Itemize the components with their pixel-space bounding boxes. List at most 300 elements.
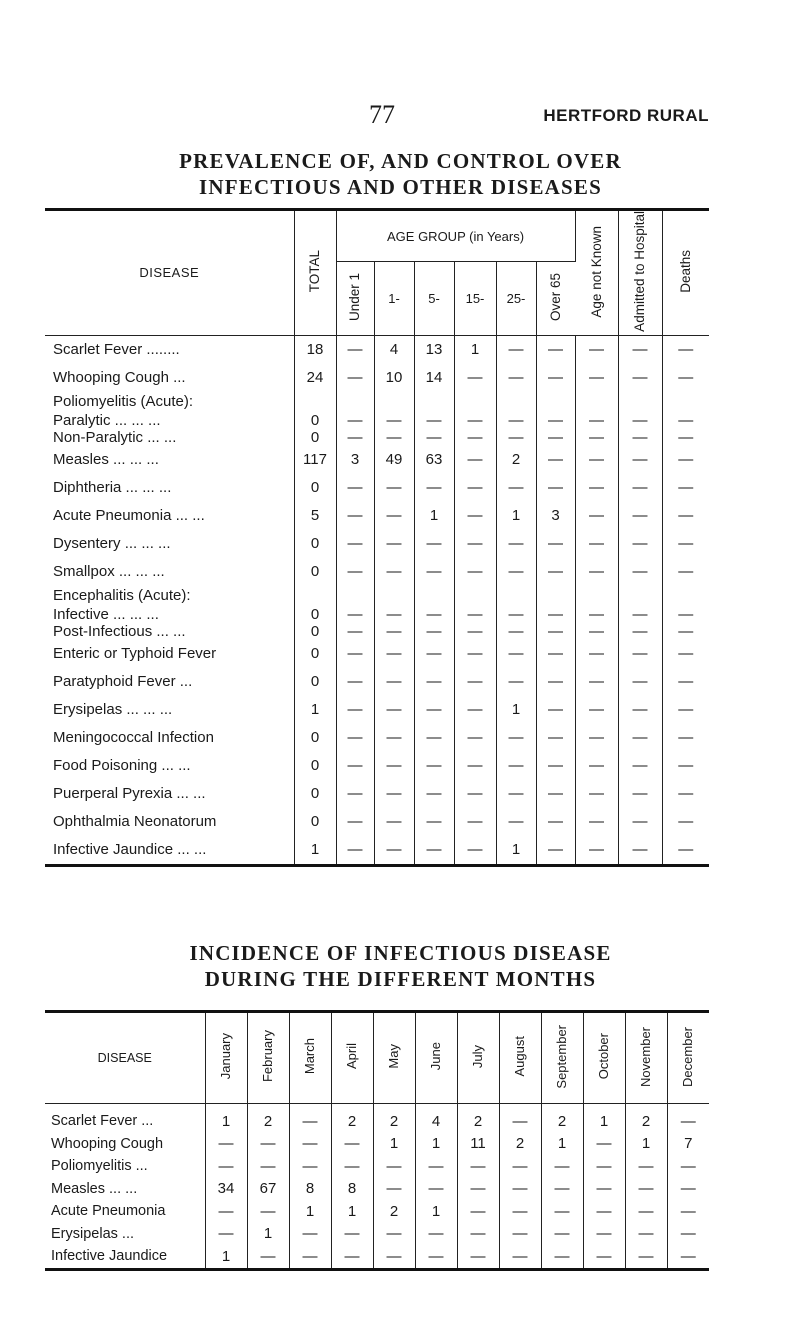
month-value-cell: — — [457, 1245, 499, 1269]
value-cell: — — [336, 623, 374, 640]
month-value-cell: 2 — [247, 1104, 289, 1133]
value-cell: — — [678, 813, 694, 831]
value-cell: — — [496, 623, 536, 640]
value-cell: — — [536, 606, 575, 623]
value-cell: — — [454, 474, 496, 502]
value-cell: — — [618, 752, 662, 780]
empty-cell — [618, 586, 662, 606]
disease-name: Acute Pneumonia — [45, 1200, 205, 1223]
col-admitted-to-hospital: Admitted to Hospital — [618, 210, 662, 336]
empty-cell — [536, 586, 575, 606]
table-row — [45, 364, 709, 392]
value-cell: — — [536, 412, 575, 429]
disease-name: Food Poisoning ... ... — [45, 752, 294, 780]
col-month-september: September — [541, 1012, 583, 1104]
empty-cell — [575, 586, 618, 606]
disease-name: Whooping Cough ... — [45, 364, 294, 392]
value-cell: — — [454, 696, 496, 724]
value-cell: — — [414, 558, 454, 586]
empty-cell — [496, 586, 536, 606]
month-value-cell: — — [331, 1133, 373, 1156]
col-disease: DISEASE — [45, 1012, 205, 1104]
month-value-cell: 2 — [373, 1200, 415, 1223]
month-value-cell: — — [289, 1245, 331, 1269]
table2-title — [0, 940, 801, 992]
month-value-cell: — — [415, 1178, 457, 1201]
value-cell: — — [678, 535, 694, 553]
col-month-june: June — [415, 1012, 457, 1104]
value-cell: — — [536, 364, 575, 392]
table2-title-line2: DURING THE DIFFERENT MONTHS — [204, 967, 597, 991]
value-cell: 1 — [454, 335, 496, 364]
month-value-cell: — — [680, 1112, 696, 1130]
month-value-cell: 11 — [457, 1133, 499, 1156]
disease-name: Non-Paralytic ... ... — [45, 429, 294, 446]
value-cell: — — [496, 780, 536, 808]
value-cell: — — [575, 558, 618, 586]
month-value-cell: — — [373, 1178, 415, 1201]
month-value-cell: — — [373, 1223, 415, 1246]
empty-cell — [618, 392, 662, 412]
table-row — [45, 412, 709, 429]
month-value-cell: 1 — [205, 1245, 247, 1269]
value-cell: — — [618, 412, 662, 429]
value-cell: — — [414, 623, 454, 640]
table-row — [45, 558, 709, 586]
value-cell: — — [336, 836, 374, 866]
total-cell: 0 — [294, 724, 336, 752]
disease-name: Erysipelas ... — [45, 1223, 205, 1246]
disease-name: Whooping Cough — [45, 1133, 205, 1156]
value-cell: — — [336, 530, 374, 558]
value-cell: — — [414, 606, 454, 623]
disease-name: Measles ... ... — [45, 1178, 205, 1201]
month-value-cell: — — [205, 1200, 247, 1223]
value-cell: — — [336, 412, 374, 429]
month-value-cell: 1 — [373, 1133, 415, 1156]
empty-cell — [374, 392, 414, 412]
monthly-incidence-table — [45, 1010, 709, 1271]
disease-name: Smallpox ... ... ... — [45, 558, 294, 586]
month-value-cell: 1 — [247, 1223, 289, 1246]
value-cell: — — [678, 479, 694, 497]
table-row — [45, 446, 709, 474]
value-cell: — — [496, 412, 536, 429]
value-cell: — — [496, 530, 536, 558]
value-cell: — — [336, 808, 374, 836]
month-value-cell: — — [457, 1155, 499, 1178]
value-cell: — — [414, 724, 454, 752]
page-header — [0, 100, 801, 132]
table-row — [45, 502, 709, 530]
month-value-cell: 2 — [457, 1104, 499, 1133]
value-cell: — — [336, 558, 374, 586]
value-cell: — — [575, 429, 618, 446]
group-header-row — [45, 392, 709, 412]
value-cell: — — [336, 668, 374, 696]
col-disease: DISEASE — [45, 210, 294, 336]
value-cell: — — [536, 446, 575, 474]
month-value-cell: 8 — [289, 1178, 331, 1201]
col-month-february: February — [247, 1012, 289, 1104]
value-cell: 49 — [374, 446, 414, 474]
month-value-cell: — — [457, 1200, 499, 1223]
value-cell: — — [336, 429, 374, 446]
value-cell: — — [496, 429, 536, 446]
value-cell: — — [536, 530, 575, 558]
disease-name: Scarlet Fever ... — [45, 1104, 205, 1133]
value-cell: — — [336, 474, 374, 502]
disease-name: Post-Infectious ... ... — [45, 623, 294, 640]
disease-name: Poliomyelitis ... — [45, 1155, 205, 1178]
value-cell: — — [575, 364, 618, 392]
month-value-cell: — — [373, 1245, 415, 1269]
month-value-cell: — — [625, 1223, 667, 1246]
month-value-cell: — — [541, 1245, 583, 1269]
disease-name: Acute Pneumonia ... ... — [45, 502, 294, 530]
value-cell: — — [496, 474, 536, 502]
table1-title-line1: PREVALENCE OF, AND CONTROL OVER — [179, 149, 622, 173]
month-value-cell: 2 — [625, 1104, 667, 1133]
month-value-cell: — — [680, 1247, 696, 1265]
col-month-october: October — [583, 1012, 625, 1104]
value-cell: — — [618, 780, 662, 808]
value-cell: — — [496, 606, 536, 623]
month-value-cell: — — [625, 1155, 667, 1178]
total-cell: 5 — [294, 502, 336, 530]
month-value-cell: — — [541, 1178, 583, 1201]
value-cell: — — [374, 429, 414, 446]
value-cell: — — [414, 640, 454, 668]
value-cell: — — [575, 335, 618, 364]
value-cell: — — [678, 369, 694, 387]
empty-cell — [294, 392, 336, 412]
value-cell: — — [336, 606, 374, 623]
month-value-cell: — — [680, 1225, 696, 1243]
month-value-cell: 67 — [247, 1178, 289, 1201]
value-cell: — — [618, 530, 662, 558]
value-cell: — — [454, 640, 496, 668]
table-row — [45, 1178, 709, 1201]
month-value-cell: — — [205, 1133, 247, 1156]
table-row — [45, 623, 709, 640]
month-value-cell: — — [205, 1223, 247, 1246]
table-row — [45, 780, 709, 808]
month-value-cell: — — [289, 1155, 331, 1178]
group-header-row — [45, 586, 709, 606]
value-cell: — — [618, 335, 662, 364]
value-cell: — — [678, 563, 694, 581]
month-value-cell: — — [680, 1157, 696, 1175]
month-value-cell: — — [499, 1104, 541, 1133]
value-cell: — — [374, 696, 414, 724]
value-cell: — — [414, 808, 454, 836]
col-month-january: January — [205, 1012, 247, 1104]
disease-name: Scarlet Fever ........ — [45, 335, 294, 364]
value-cell: 4 — [374, 335, 414, 364]
value-cell: — — [575, 474, 618, 502]
disease-name: Erysipelas ... ... ... — [45, 696, 294, 724]
value-cell: — — [496, 724, 536, 752]
value-cell: — — [374, 530, 414, 558]
col-month-december: December — [667, 1012, 709, 1104]
value-cell: — — [374, 412, 414, 429]
empty-cell — [454, 392, 496, 412]
table-row — [45, 1245, 709, 1269]
col-age-under-1: Under 1 — [336, 262, 374, 336]
month-value-cell: — — [499, 1200, 541, 1223]
month-value-cell: 1 — [415, 1200, 457, 1223]
month-value-cell: — — [415, 1223, 457, 1246]
value-cell: — — [575, 412, 618, 429]
table-row — [45, 640, 709, 668]
month-value-cell: — — [457, 1178, 499, 1201]
value-cell: — — [454, 558, 496, 586]
value-cell: — — [618, 836, 662, 866]
value-cell: 63 — [414, 446, 454, 474]
col-month-march: March — [289, 1012, 331, 1104]
month-value-cell: — — [680, 1202, 696, 1220]
table1-title — [0, 148, 801, 200]
value-cell: — — [414, 668, 454, 696]
disease-name: Diphtheria ... ... ... — [45, 474, 294, 502]
value-cell: — — [496, 808, 536, 836]
value-cell: — — [536, 668, 575, 696]
total-cell: 0 — [294, 780, 336, 808]
table-row — [45, 335, 709, 364]
value-cell: — — [374, 752, 414, 780]
col-month-april: April — [331, 1012, 373, 1104]
value-cell: — — [575, 752, 618, 780]
total-cell: 0 — [294, 623, 336, 640]
month-value-cell: 34 — [205, 1178, 247, 1201]
value-cell: 13 — [414, 335, 454, 364]
month-value-cell: 2 — [541, 1104, 583, 1133]
value-cell: — — [414, 780, 454, 808]
value-cell: 1 — [496, 502, 536, 530]
month-value-cell: — — [373, 1155, 415, 1178]
col-month-july: July — [457, 1012, 499, 1104]
total-cell: 0 — [294, 429, 336, 446]
value-cell: — — [454, 364, 496, 392]
month-value-cell: 1 — [625, 1133, 667, 1156]
value-cell: — — [618, 696, 662, 724]
page-number: 77 — [369, 100, 395, 129]
value-cell: — — [678, 785, 694, 803]
value-cell: — — [678, 411, 694, 429]
value-cell: — — [678, 622, 694, 640]
value-cell: — — [336, 696, 374, 724]
value-cell: — — [536, 640, 575, 668]
disease-name: Infective Jaundice — [45, 1245, 205, 1269]
value-cell: — — [618, 668, 662, 696]
value-cell: — — [336, 724, 374, 752]
value-cell: — — [575, 696, 618, 724]
value-cell: — — [678, 605, 694, 623]
value-cell: — — [454, 836, 496, 866]
group-label: Encephalitis (Acute): — [45, 586, 294, 606]
disease-name: Enteric or Typhoid Fever — [45, 640, 294, 668]
month-value-cell: — — [247, 1155, 289, 1178]
month-value-cell: — — [541, 1200, 583, 1223]
value-cell: — — [374, 780, 414, 808]
value-cell: — — [454, 780, 496, 808]
empty-cell — [575, 392, 618, 412]
col-month-may: May — [373, 1012, 415, 1104]
empty-cell — [336, 586, 374, 606]
total-cell: 0 — [294, 640, 336, 668]
value-cell: — — [536, 558, 575, 586]
value-cell: 3 — [336, 446, 374, 474]
month-value-cell: — — [415, 1155, 457, 1178]
month-value-cell: — — [583, 1245, 625, 1269]
table2-title-line1: INCIDENCE OF INFECTIOUS DISEASE — [189, 941, 612, 965]
value-cell: — — [374, 640, 414, 668]
value-cell: — — [454, 502, 496, 530]
value-cell: — — [575, 780, 618, 808]
value-cell: 10 — [374, 364, 414, 392]
value-cell: — — [618, 429, 662, 446]
value-cell: — — [575, 724, 618, 752]
value-cell: — — [618, 623, 662, 640]
value-cell: — — [536, 335, 575, 364]
value-cell: — — [454, 429, 496, 446]
month-value-cell: 1 — [541, 1133, 583, 1156]
value-cell: — — [618, 558, 662, 586]
disease-name: Infective Jaundice ... ... — [45, 836, 294, 866]
value-cell: 1 — [414, 502, 454, 530]
col-age-15: 15- — [454, 262, 496, 336]
value-cell: — — [374, 502, 414, 530]
value-cell: — — [536, 836, 575, 866]
table-row — [45, 1223, 709, 1246]
month-value-cell: 1 — [331, 1200, 373, 1223]
value-cell: — — [536, 696, 575, 724]
value-cell: — — [454, 412, 496, 429]
table1-title-line2: INFECTIOUS AND OTHER DISEASES — [199, 175, 602, 199]
value-cell: — — [454, 752, 496, 780]
empty-cell — [496, 392, 536, 412]
value-cell: — — [374, 836, 414, 866]
value-cell: — — [678, 673, 694, 691]
value-cell: — — [575, 668, 618, 696]
value-cell: — — [618, 446, 662, 474]
month-value-cell: 4 — [415, 1104, 457, 1133]
value-cell: — — [374, 558, 414, 586]
month-value-cell: — — [499, 1155, 541, 1178]
value-cell: — — [536, 429, 575, 446]
value-cell: 1 — [496, 836, 536, 866]
value-cell: 2 — [496, 446, 536, 474]
month-value-cell: — — [289, 1104, 331, 1133]
month-value-cell: — — [331, 1155, 373, 1178]
empty-cell — [294, 586, 336, 606]
table-row — [45, 836, 709, 866]
value-cell: — — [336, 780, 374, 808]
value-cell: — — [336, 502, 374, 530]
value-cell: — — [414, 836, 454, 866]
month-value-cell: — — [583, 1200, 625, 1223]
value-cell: — — [496, 640, 536, 668]
month-value-cell: — — [499, 1245, 541, 1269]
value-cell: — — [618, 808, 662, 836]
month-value-cell: — — [247, 1133, 289, 1156]
value-cell: — — [496, 752, 536, 780]
value-cell: — — [575, 640, 618, 668]
month-value-cell: — — [680, 1180, 696, 1198]
month-value-cell: — — [583, 1178, 625, 1201]
month-value-cell: 1 — [415, 1133, 457, 1156]
value-cell: — — [575, 836, 618, 866]
value-cell: — — [374, 474, 414, 502]
table-row — [45, 474, 709, 502]
col-age-25: 25- — [496, 262, 536, 336]
empty-cell — [662, 392, 709, 412]
col-age-1: 1- — [374, 262, 414, 336]
value-cell: — — [454, 668, 496, 696]
value-cell: — — [678, 757, 694, 775]
value-cell: — — [374, 668, 414, 696]
value-cell: — — [536, 808, 575, 836]
table-row — [45, 1200, 709, 1223]
running-title: HERTFORD RURAL — [543, 106, 709, 125]
table-row — [45, 1155, 709, 1178]
value-cell: — — [414, 429, 454, 446]
value-cell: 14 — [414, 364, 454, 392]
value-cell: — — [414, 412, 454, 429]
table-row — [45, 668, 709, 696]
table-row — [45, 530, 709, 558]
value-cell: — — [454, 623, 496, 640]
empty-cell — [414, 586, 454, 606]
group-label: Poliomyelitis (Acute): — [45, 392, 294, 412]
col-month-august: August — [499, 1012, 541, 1104]
table-row — [45, 752, 709, 780]
month-value-cell: 2 — [331, 1104, 373, 1133]
total-cell: 0 — [294, 530, 336, 558]
total-cell: 0 — [294, 412, 336, 429]
month-value-cell: 1 — [583, 1104, 625, 1133]
value-cell: — — [575, 808, 618, 836]
total-cell: 0 — [294, 668, 336, 696]
value-cell: — — [336, 335, 374, 364]
empty-cell — [454, 586, 496, 606]
month-value-cell: 1 — [289, 1200, 331, 1223]
prevalence-table — [45, 208, 709, 867]
empty-cell — [374, 586, 414, 606]
table-row — [45, 696, 709, 724]
value-cell: — — [618, 606, 662, 623]
month-value-cell: — — [289, 1133, 331, 1156]
month-value-cell: 1 — [205, 1104, 247, 1133]
disease-name: Meningococcal Infection — [45, 724, 294, 752]
value-cell: — — [374, 724, 414, 752]
table-row — [45, 724, 709, 752]
empty-cell — [536, 392, 575, 412]
month-value-cell: — — [583, 1155, 625, 1178]
value-cell: — — [575, 502, 618, 530]
value-cell: — — [414, 752, 454, 780]
month-value-cell: 2 — [499, 1133, 541, 1156]
value-cell: — — [678, 451, 694, 469]
value-cell: — — [454, 530, 496, 558]
value-cell: — — [496, 558, 536, 586]
col-age-not-known: Age not Known — [575, 210, 618, 336]
value-cell: — — [678, 701, 694, 719]
value-cell: — — [678, 428, 694, 446]
month-value-cell: — — [541, 1155, 583, 1178]
value-cell: — — [618, 364, 662, 392]
